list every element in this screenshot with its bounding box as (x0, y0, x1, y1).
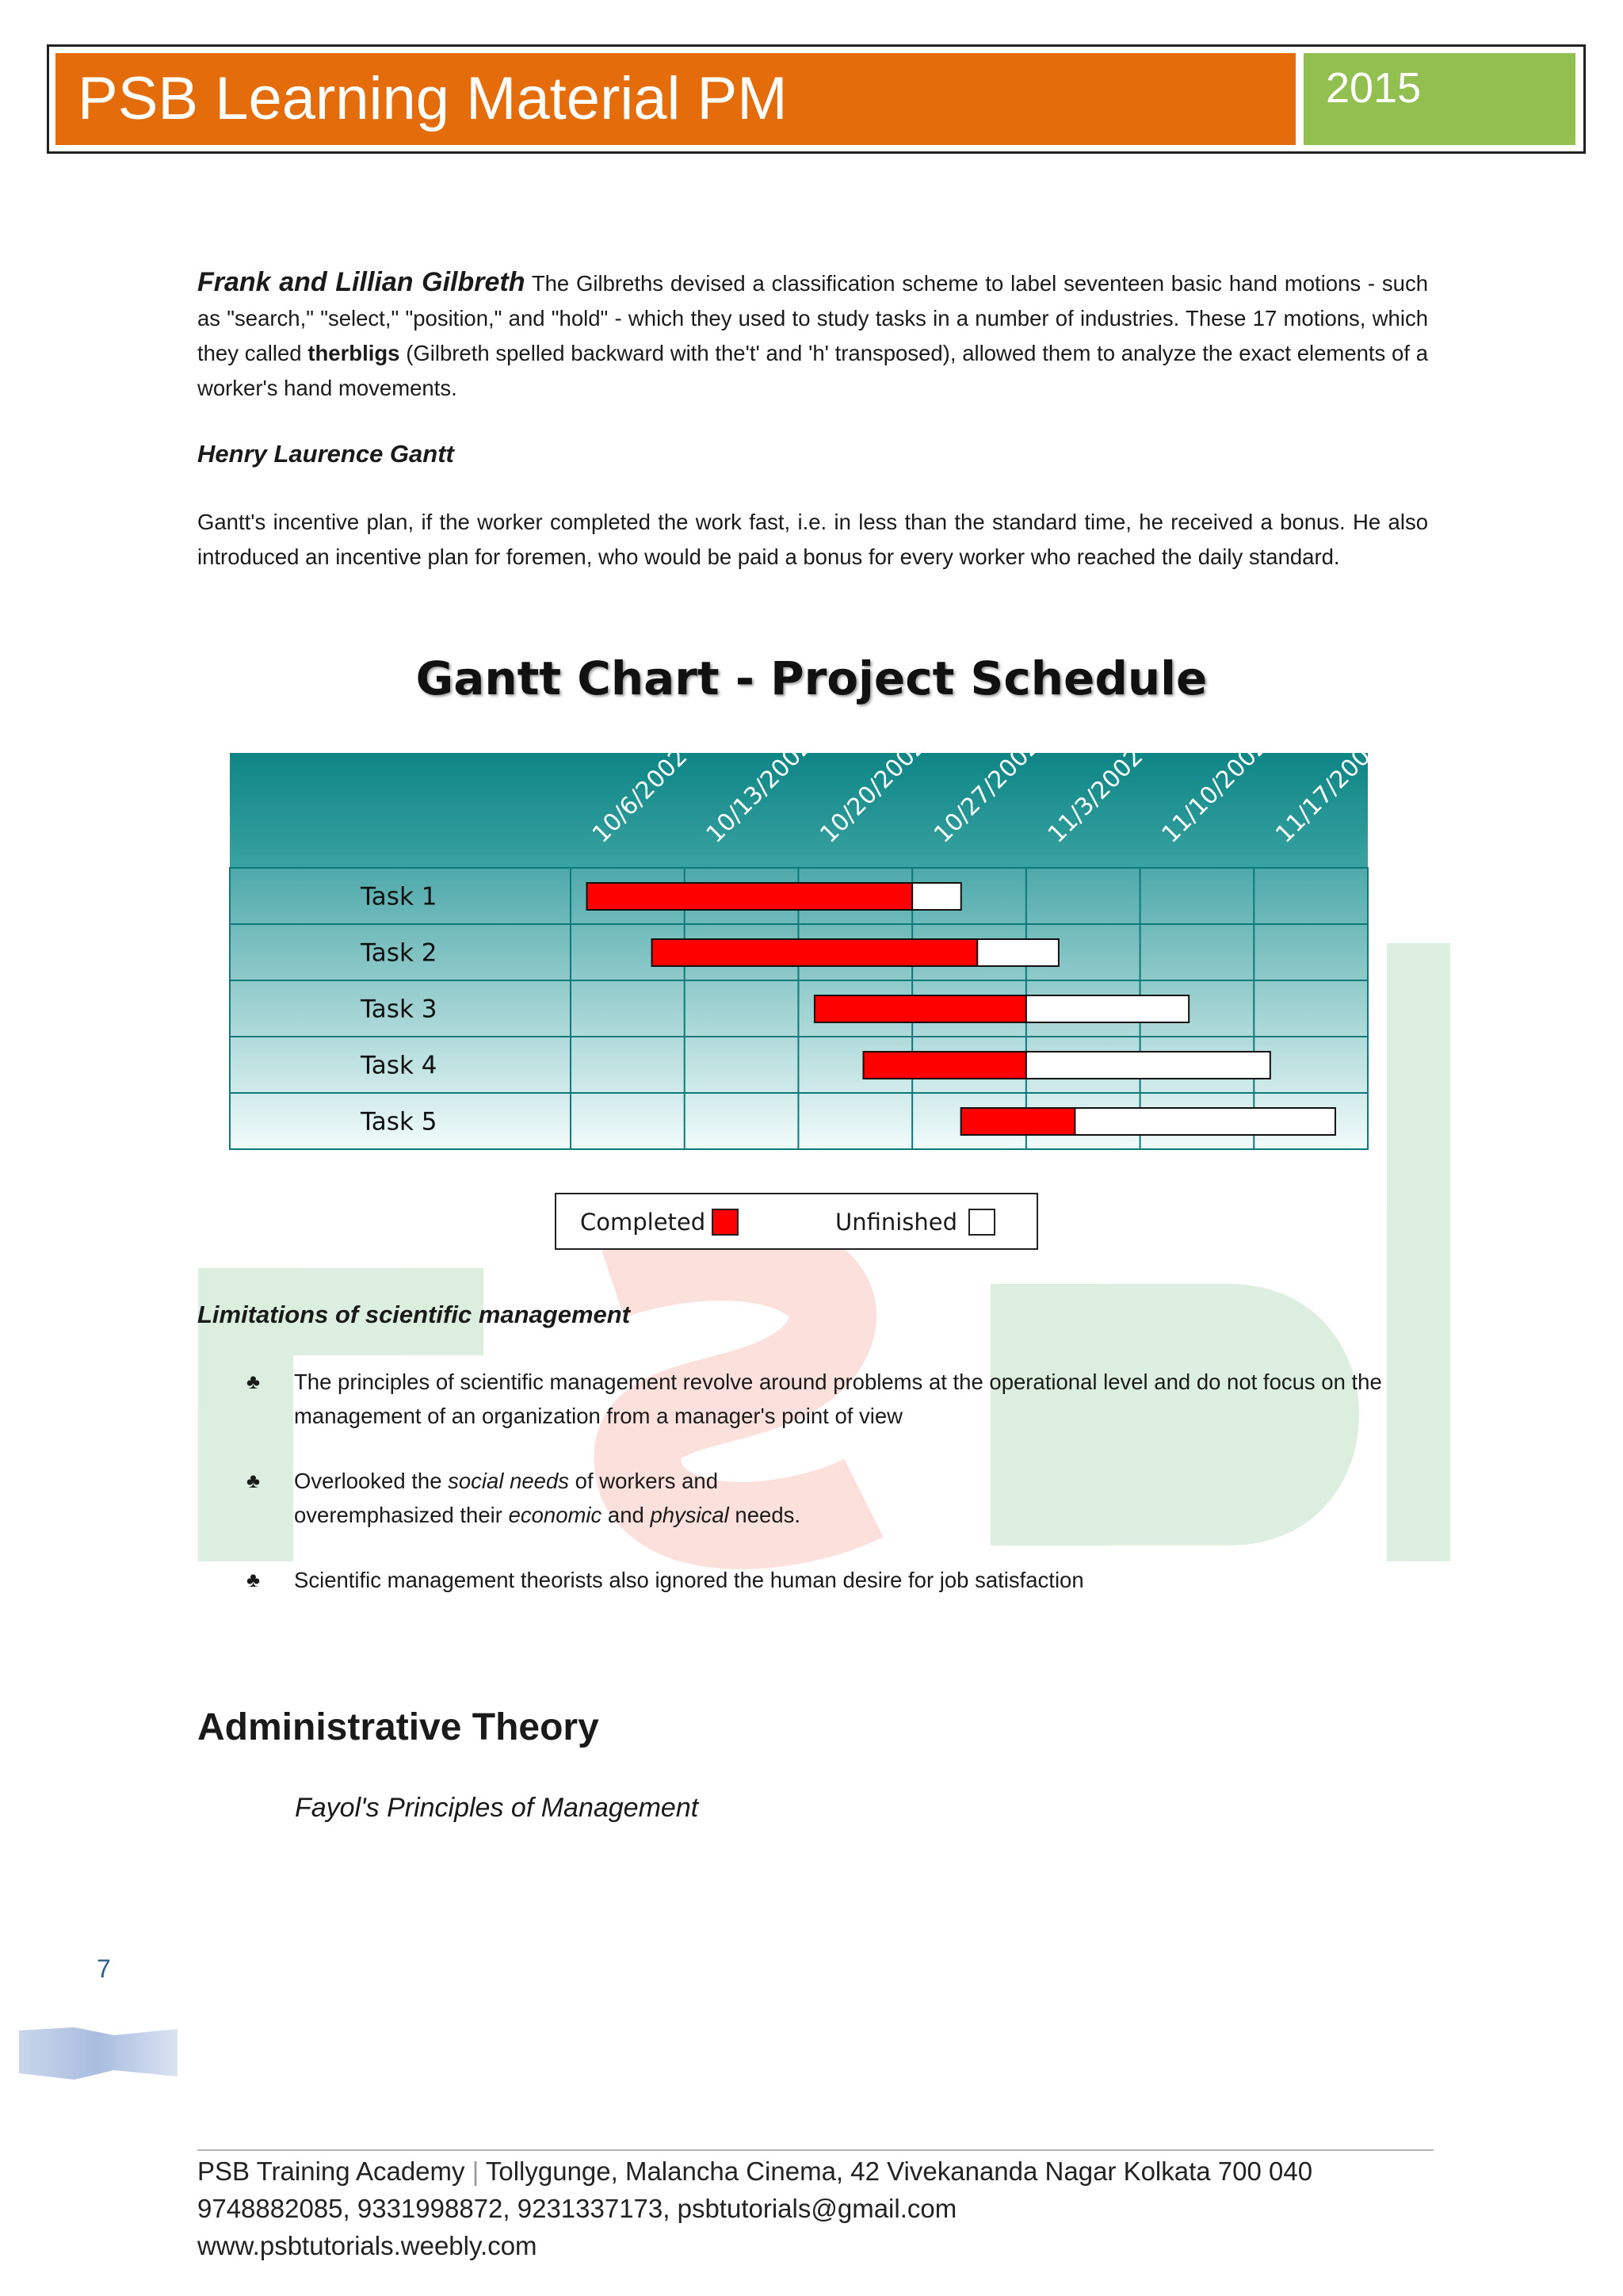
list-item-text: Overlooked the social needs of workers and overemphasized their economic and physical needs. (294, 1469, 801, 1527)
x-tick-label: 10/20/2002 (815, 732, 932, 849)
legend-completed-label: Completed (580, 1209, 706, 1236)
legend-unfinished-swatch (968, 1209, 995, 1236)
completed-bar (587, 883, 913, 910)
footer-line-address: PSB Training Academy | Tollygunge, Malancha Cinema, 42 Vivekananda Nagar Kolkata 700 040 (197, 2157, 1313, 2186)
gantt-chart (228, 732, 1388, 1152)
task-label: Task 1 (361, 882, 437, 911)
x-tick-label: 10/6/2002 (586, 743, 693, 849)
limitations-heading: Limitations of scientific management (197, 1301, 631, 1328)
x-tick-label: 11/3/2002 (1042, 743, 1149, 849)
x-tick-label: 10/13/2002 (701, 732, 818, 849)
task-label: Task 5 (361, 1107, 437, 1137)
chart-legend (555, 1193, 1038, 1250)
page-header (47, 44, 1586, 154)
completed-bar (815, 995, 1026, 1022)
completed-bar (864, 1052, 1026, 1079)
footer-website: www.psbtutorials.weebly.com (197, 2231, 537, 2260)
gantt-paragraph: Gantt's incentive plan, if the worker completed the work fast, i.e. in less than the standard time, he received a bonus. He also introduced an incentive plan for foremen, who would be paid a bonus for every worker who reached the daily standard. (197, 510, 1428, 569)
gilbreth-paragraph (197, 265, 1428, 406)
task-label: Task 2 (361, 938, 437, 968)
legend-unfinished-label: Unfinished (835, 1209, 958, 1236)
chart-title: Gantt Chart - Project Schedule (415, 651, 1208, 705)
header-title: PSB Learning Material PM (55, 53, 1296, 145)
list-item-text: Scientific management theorists also ignored the human desire for job satisfaction (294, 1568, 1084, 1592)
gantt-heading: Henry Laurence Gantt (197, 440, 454, 468)
legend-completed-swatch (712, 1209, 739, 1236)
task-label: Task 4 (361, 1051, 437, 1080)
completed-bar (961, 1108, 1075, 1135)
subsection-title: Fayol's Principles of Management (295, 1793, 699, 1823)
x-tick-label: 11/17/2002 (1270, 732, 1388, 849)
header-year: 2015 (1304, 53, 1575, 145)
gilbreth-heading: Frank and Lillian Gilbreth (197, 267, 525, 297)
page-footer (197, 2153, 1312, 2264)
club-bullet-icon: ♣ (246, 1370, 261, 1393)
task-label: Task 3 (361, 995, 437, 1024)
therbligs-term: therbligs (307, 341, 400, 365)
footer-divider (197, 2149, 1434, 2151)
section-title: Administrative Theory (197, 1706, 599, 1748)
gilbreth-text-1: The Gilbreths devised a classification scheme to label seventeen basic hand motions - such as "search," "select," "position," and "hold" - which they used to study tasks in a number of industries. These 17 motions, which they called (197, 271, 1428, 365)
club-bullet-icon: ♣ (246, 1568, 261, 1591)
x-tick-label: 10/27/2002 (929, 732, 1046, 849)
gilbreth-text-2: (Gilbreth spelled backward with the't' and 'h' transposed), allowed them to analyze the exact elements of a worker's hand movements. (197, 341, 1429, 400)
club-bullet-icon: ♣ (246, 1469, 261, 1492)
completed-bar (652, 939, 978, 966)
page-number: 7 (97, 1954, 111, 1983)
x-tick-label: 11/10/2002 (1156, 732, 1274, 849)
list-item-text: The principles of scientific management revolve around problems at the operational level and do not focus on the management of an organization from a manager's point of view (294, 1370, 1382, 1428)
footer-contacts: 9748882085, 9331998872, 9231337173, psbtutorials@gmail.com (197, 2194, 957, 2223)
page-corner-decoration (19, 2021, 178, 2083)
